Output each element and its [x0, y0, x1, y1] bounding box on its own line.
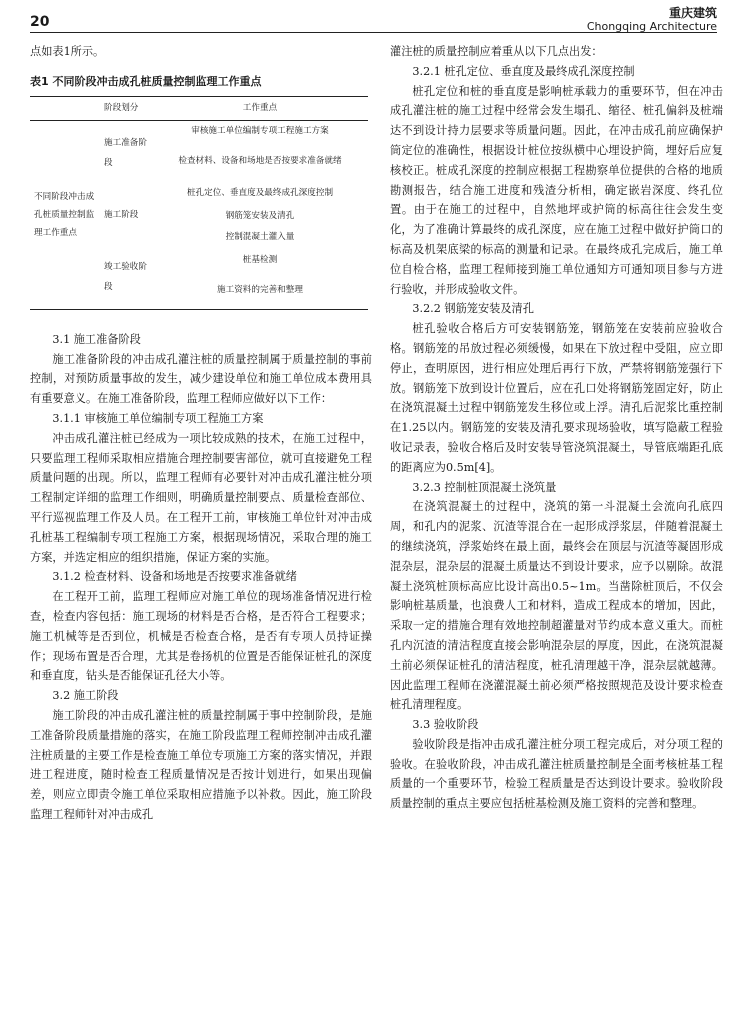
- table-stage: 施工阶段: [104, 209, 139, 220]
- table-caption: 表1 不同阶段冲击成孔桩质量控制监理工作重点: [30, 74, 262, 88]
- table-item: 桩孔定位、垂直度及最终成孔深度控制: [186, 188, 334, 199]
- paragraph: 在工程开工前，监理工程师应对施工单位的现场准备情况进行检查，检查内容包括：施工现场的材料是否合格，是否符合工程要求；施工机械等是否到位，机械是否检查合格，是否有专项人员持证操作；现场布置是否合理，尤其是卷扬机的位置是否能保证桩孔的深度和垂直度，钻头是否能保证孔径大小等。: [30, 590, 372, 683]
- stage-table: [30, 96, 368, 310]
- table-head-stage: 阶段划分: [104, 102, 139, 113]
- journal-name-en: Chongqing Architecture: [586, 20, 717, 33]
- page-number: 20: [30, 14, 50, 30]
- left-column: [30, 42, 372, 825]
- table-item: 审核施工单位编制专项工程施工方案: [191, 126, 329, 137]
- paragraph: 在浇筑混凝土的过程中，浇筑的第一斗混凝土会流向孔底四周，和孔内的泥浆、沉渣等混合在一起形成浮浆层，伴随着混凝土的继续浇筑，浮浆始终在最上面，最终会在顶层与沉渣等凝固形成混杂层，混杂层的混凝土质量达不到设计要求，应予以剔除。故混凝土浇筑桩顶标高应比设计高出0.5~1m。当凿除桩顶后，不仅会影响桩基质量，也浪费人工和材料，造成工程成本的增加，因此，采取一定的措施合理有效地控制超灌量对节约成本意义重大。而桩孔内沉渣的清洁程度直接会影响混杂层的厚度，因此，在浇筑混凝土前必须保证桩孔的清洁程度，桩孔清理越干净，混杂层就越薄。因此监理工程师在浇灌混凝土前必须严格按照规范及设计要求检查桩孔清理程度。: [390, 500, 723, 712]
- continued-line: 灌注桩的质量控制应着重从以下几点出发：: [390, 45, 603, 58]
- paragraph: 施工准备阶段的冲击成孔灌注桩的质量控制属于质量控制的事前控制，对预防质量事故的发生，减少建设单位和施工单位成本费用具有重要意义。在施工准备阶段，监理工程师应做好以下工作：: [30, 352, 372, 406]
- journal-name: [587, 6, 717, 33]
- section-heading-3-1: 3.1 施工准备阶段: [52, 332, 141, 346]
- section-heading-3-2-1: 3.2.1 桩孔定位、垂直度及最终成孔深度控制: [412, 64, 635, 78]
- header-rule: [30, 32, 717, 33]
- table-item: 桩基检测: [242, 255, 278, 266]
- table-row: [30, 120, 368, 143]
- table-item: 检查材料、设备和场地是否按要求准备就绪: [178, 156, 342, 167]
- section-heading-3-3: 3.3 验收阶段: [412, 718, 479, 732]
- section-heading-3-2: 3.2 施工阶段: [52, 689, 119, 703]
- section-heading-3-2-3: 3.2.3 控制桩顶混凝土浇筑量: [412, 480, 557, 494]
- table-item: 控制混凝土灌入量: [225, 232, 295, 243]
- table-head-focus: 工作重点: [242, 102, 278, 113]
- table-item: 钢筋笼安装及清孔: [225, 211, 295, 222]
- table-item: 施工资料的完善和整理: [217, 285, 303, 296]
- table-row-label: 不同阶段冲击成孔桩质量控制监理工作重点: [34, 191, 95, 238]
- paragraph: 桩孔定位和桩的垂直度是影响桩承载力的重要环节，但在冲击成孔灌注桩的施工过程中经常会发生塌孔、缩径、桩孔偏斜及桩端达不到设计持力层要求等质量问题。因此，在冲击成孔前应确保护筒定位的准确性，根据设计桩位按纵横中心埋设护筒，埋好后应复核校正。桩成孔深度的控制应根据工程勘察单位提供的合格的地质勘测报告，结合施工进度和残渣分析相，确定嵌岩深度、终孔位置。由于在施工的过程中，自然地坪或护筒的标高往往会发生变化，为了准确计算最终的成孔深度，应在施工过程中做好护筒口的标高及机架底梁的标高的测量和记录。在最终成孔完成后，施工单位自检合格，监理工程师接到施工单位通知方可通知项目参与方进行验收，并形成验收文件。: [390, 84, 723, 296]
- journal-name-cn: 重庆建筑: [668, 6, 717, 20]
- paragraph: 桩孔验收合格后方可安装钢筋笼，钢筋笼在安装前应验收合格。钢筋笼的吊放过程必须缓慢，如果在下放过程中受阻，应立即停止，查明原因，进行相应处理后再行下放，严禁将钢筋笼强行下放。钢筋笼下放到设计位置后，应在孔口处将钢筋笼固定好，防止在浇筑混凝土过程中钢筋笼发生移位或上浮。清孔后泥浆比重控制在1.25以内。钢筋笼的安装及清孔要求现场验收，填写隐蔽工程验收记录表，验收合格后及时安装导管浇筑混凝土，导管底端距孔底的距离应为0.5m[4]。: [390, 322, 723, 474]
- intro-line: 点如表1所示。: [30, 45, 105, 58]
- table-stage: 施工准备阶段: [104, 137, 147, 168]
- paragraph: 冲击成孔灌注桩已经成为一项比较成熟的技术，在施工过程中，只要监理工程师采取相应措施合理控制要害部位，就可直接避免工程质量问题的出现。所以，监理工程师有必要针对冲击成孔灌注桩分项工程制定详细的监理工作细则，明确质量控制要点、质量检查部位、平行巡视监理工作及人员。在工程开工前，审核施工单位针对冲击成孔桩基工程编制专项工程施工方案，根据现场情况，采取合理的施工方案，并选定相应的组织措施，保证方案的实施。: [30, 431, 372, 564]
- section-heading-3-2-2: 3.2.2 钢筋笼安装及清孔: [412, 302, 534, 316]
- section-heading-3-1-1: 3.1.1 审核施工单位编制专项工程施工方案: [52, 411, 264, 425]
- section-heading-3-1-2: 3.1.2 检查材料、设备和场地是否按要求准备就绪: [52, 570, 297, 584]
- page-header: [0, 0, 747, 36]
- table-stage: 竣工验收阶段: [104, 261, 147, 292]
- table-header-row: [30, 96, 368, 120]
- right-column: [390, 42, 723, 814]
- paragraph: 施工阶段的冲击成孔灌注桩的质量控制属于事中控制阶段，是施工准备阶段质量措施的落实，在施工阶段监理工程师控制冲击成孔灌注桩质量的主要工作是检查施工单位专项施工方案的落实情况，并跟进工程进度，随时检查工程质量情况是否按计划进行，如果出现偏差，则应立即责令施工单位采取相应措施予以补救。因此，施工阶段监理工程师针对冲击成孔: [30, 708, 372, 821]
- paragraph: 验收阶段是指冲击成孔灌注桩分项工程完成后，对分项工程的验收。在验收阶段，冲击成孔灌注桩质量控制是全面考核桩基工程质量的一个重要环节，检验工程质量是否达到设计要求。验收阶段质量控制的重点主要应包括桩基检测及施工资料的完善和整理。: [390, 737, 723, 811]
